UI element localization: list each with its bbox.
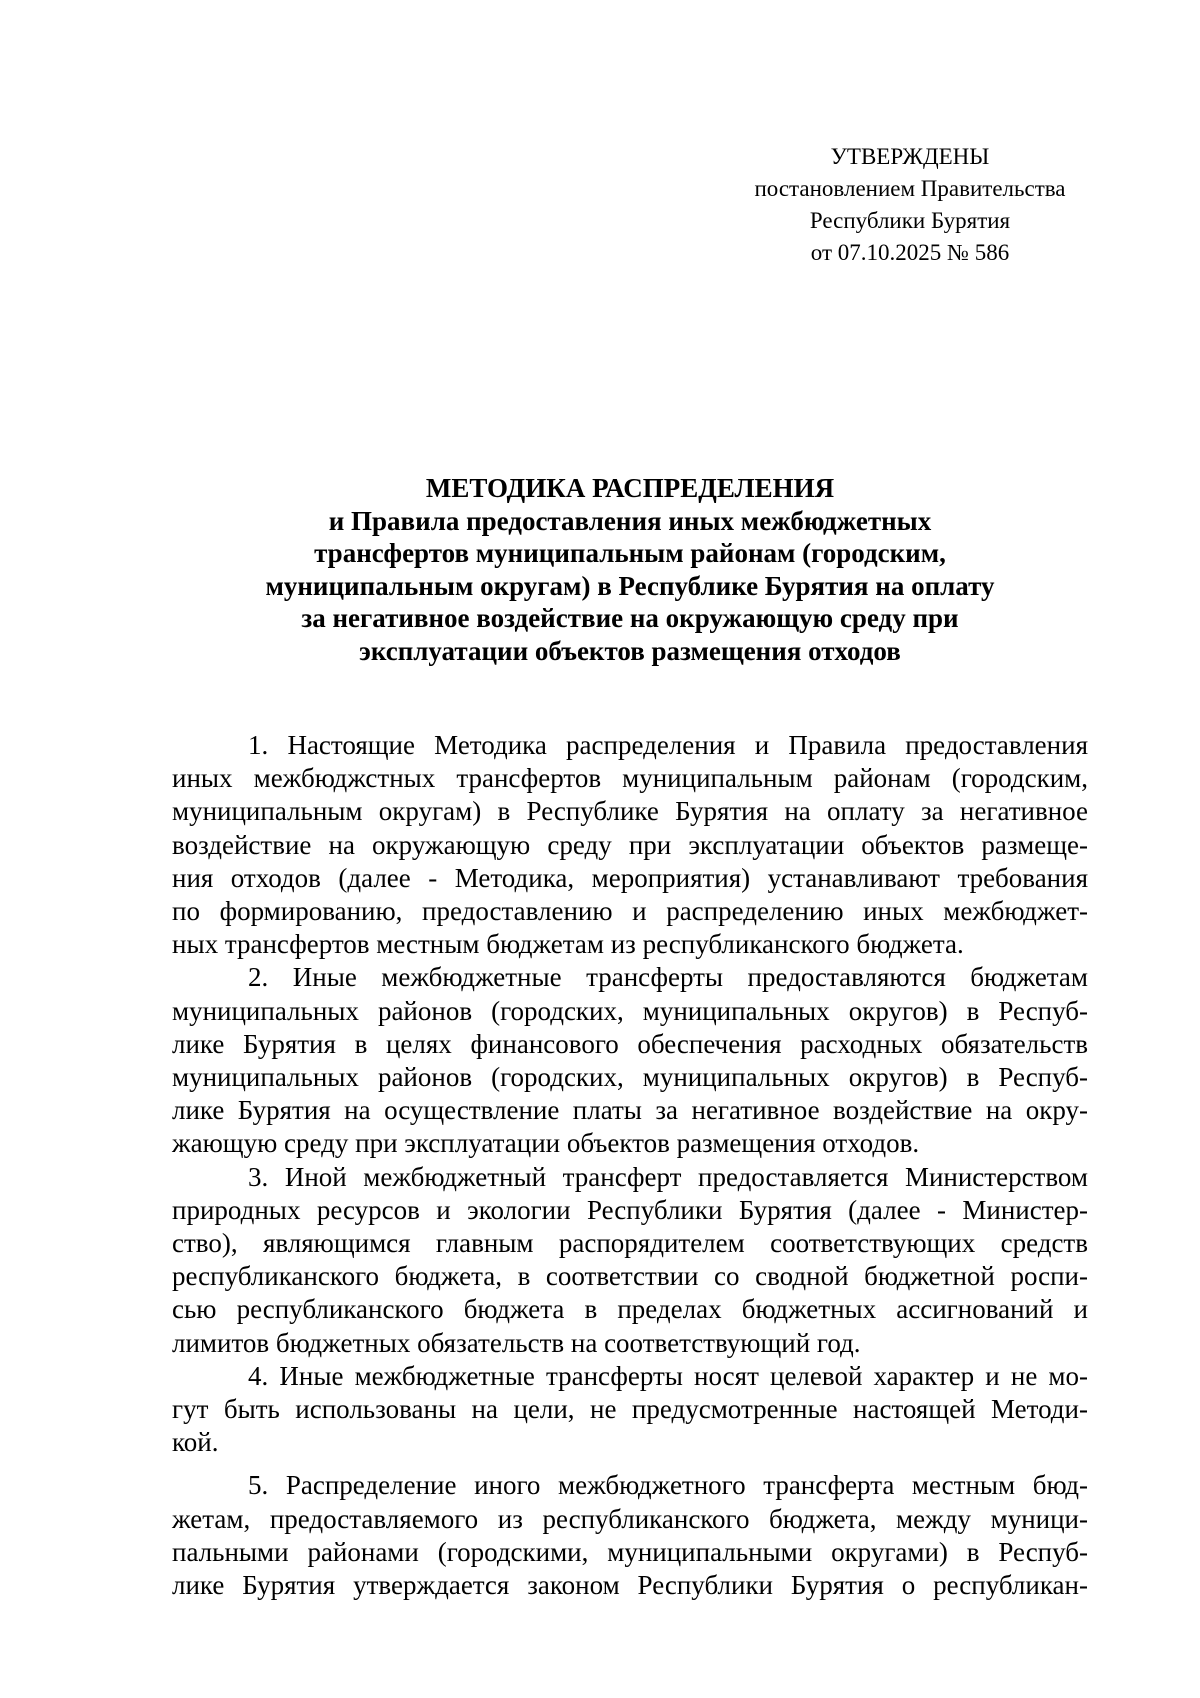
text-line: муниципальных районов (городских, муниципальных округов) в Респуб-: [172, 1062, 1088, 1093]
paragraph-4: [172, 1360, 1088, 1460]
paragraph-1: [172, 729, 1088, 961]
text-line: воздействие на окружающую среду при эксплуатации объектов размеще-: [172, 829, 1088, 860]
paragraph-3: [172, 1161, 1088, 1360]
text-line: лимитов бюджетных обязательств на соответствующий год.: [172, 1327, 861, 1358]
text-line: по формированию, предоставлению и распределению иных межбюджет-: [172, 896, 1088, 927]
title-line: муниципальным округам) в Республике Бурятия на оплату: [265, 570, 995, 601]
text-line: ство), являющимся главным распорядителем соответствующих средств: [172, 1228, 1088, 1259]
title-line: эксплуатации объектов размещения отходов: [359, 635, 901, 666]
text-line: жетам, предоставляемого из республиканского бюджета, между муници-: [172, 1503, 1088, 1534]
paragraph-5: [172, 1469, 1088, 1602]
text-line: лике Бурятия на осуществление платы за негативное воздействие на окру-: [172, 1095, 1088, 1126]
text-line: республиканского бюджета, в соответствии со сводной бюджетной роспи-: [172, 1261, 1088, 1292]
text-line: природных ресурсов и экологии Республики Бурятия (далее - Министер-: [172, 1194, 1088, 1225]
text-line: пальными районами (городскими, муниципальными округами) в Респуб-: [172, 1536, 1088, 1567]
title-line: трансфертов муниципальным районам (городским,: [314, 538, 946, 568]
title-line: за негативное воздействие на окружающую среду при: [301, 603, 959, 633]
text-line: 4. Иные межбюджетные трансферты носят целевой характер и не мо-: [248, 1360, 1088, 1391]
approval-heading: УТВЕРЖДЕНЫ: [830, 144, 990, 169]
text-line: 5. Распределение иного межбюджетного трансферта местным бюд-: [248, 1470, 1088, 1501]
text-line: муниципальным округам) в Республике Бурятия на оплату за негативное: [172, 796, 1088, 827]
text-line: муниципальных районов (городских, муниципальных округов) в Респуб-: [172, 995, 1088, 1026]
text-line: жающую среду при эксплуатации объектов размещения отходов.: [172, 1128, 920, 1159]
title-line: и Правила предоставления иных межбюджетных: [328, 505, 932, 536]
text-line: гут быть использованы на цели, не предусмотренные настоящей Методи-: [172, 1394, 1088, 1425]
approval-stamp: [700, 141, 1120, 269]
text-line: иных межбюджстных трансфертов муниципальным районам (городским,: [172, 763, 1088, 794]
text-line: кой.: [172, 1427, 219, 1458]
text-line: 1. Настоящие Методика распределения и Правила предоставления: [248, 730, 1088, 760]
approval-line: постановлением Правительства: [754, 176, 1066, 201]
title-line: МЕТОДИКА РАСПРЕДЕЛЕНИЯ: [425, 473, 835, 503]
paragraph-2: [172, 961, 1088, 1160]
text-line: лике Бурятия утверждается законом Республики Бурятия о республикан-: [172, 1570, 1088, 1601]
document-body: [172, 729, 1088, 1602]
text-line: ных трансфертов местным бюджетам из республиканского бюджета.: [172, 929, 964, 960]
text-line: лике Бурятия в целях финансового обеспечения расходных обязательств: [172, 1028, 1088, 1059]
text-line: ния отходов (далее - Методика, мероприятия) устанавливают требования: [172, 862, 1088, 893]
document-title: [170, 472, 1090, 667]
approval-line: Республики Бурятия: [809, 208, 1011, 233]
text-line: сью республиканского бюджета в пределах бюджетных ассигнований и: [172, 1294, 1088, 1325]
text-line: 3. Иной межбюджетный трансферт предоставляется Министерством: [248, 1161, 1088, 1192]
approval-date: от 07.10.2025 № 586: [810, 240, 1010, 265]
text-line: 2. Иные межбюджетные трансферты предоставляются бюджетам: [248, 962, 1088, 993]
